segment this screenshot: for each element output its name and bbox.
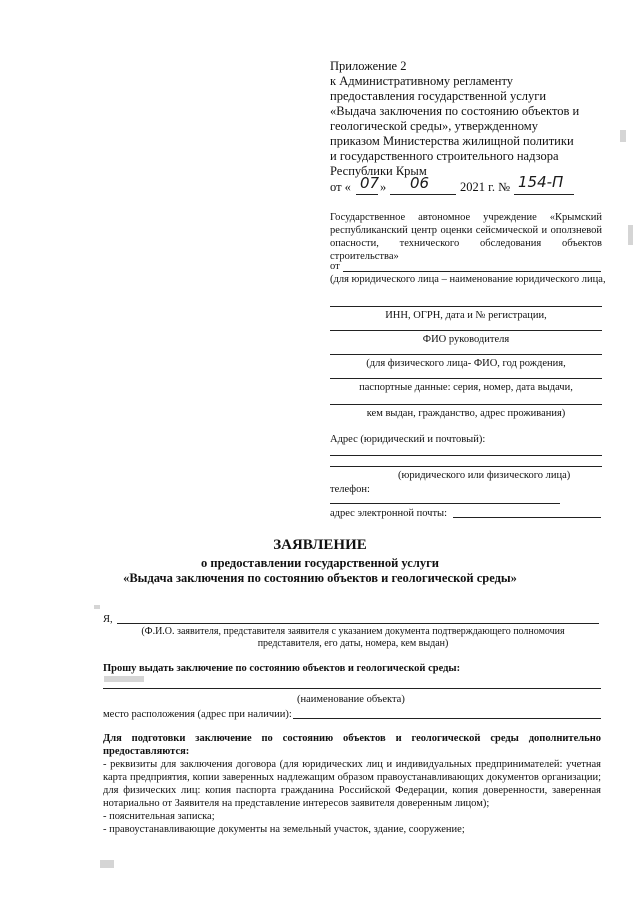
ya-label: Я, <box>103 614 113 625</box>
scan-artifact <box>100 860 114 868</box>
date-mid: » <box>380 180 387 194</box>
legal-hint: (для юридического лица – наименование юридического лица, <box>330 274 606 285</box>
statement-subtitle-service: «Выдача заключения по состоянию объектов и геологической среды» <box>123 571 517 585</box>
scan-artifact <box>620 130 626 142</box>
applicant-hint: (Ф.И.О. заявителя, представителя заявителя с указанием документа подтверждающего полномочия <box>141 626 565 637</box>
request-text: Прошу выдать заключение по состоянию объектов и геологической среды: <box>103 663 461 674</box>
appendix-line: «Выдача заключения по состоянию объектов и <box>330 104 580 118</box>
date-year: 2021 г. № <box>460 180 511 194</box>
scan-artifact <box>628 225 633 245</box>
order-number: 154-П <box>518 173 564 191</box>
from-label: от <box>330 261 340 272</box>
head-hint: ФИО руководителя <box>422 334 510 345</box>
object-hint: (наименование объекта) <box>297 694 405 705</box>
address-hint: (юридического или физического лица) <box>398 470 571 481</box>
appendix-block <box>330 59 610 179</box>
date-prefix: от « <box>330 180 351 194</box>
appendix-line: геологической среды», утвержденному <box>330 119 538 133</box>
appendix-line: к Административному регламенту <box>330 74 514 88</box>
applicant-hint-2: представителя, его даты, номера, кем выдан) <box>257 638 449 649</box>
appendix-line: и государственного строительного надзора <box>330 149 559 163</box>
doc-item: - пояснительная записка; <box>103 811 215 822</box>
statement-subtitle: о предоставлении государственной услуги <box>201 556 439 570</box>
appendix-line: приказом Министерства жилищной политики <box>330 134 574 148</box>
addressee-org: Государственное автономное учреждение «Крымский республиканский центр оценки сейсмической и оползневой опасности, технического обследования объектов строительства» <box>330 212 602 262</box>
order-date-line <box>330 173 620 196</box>
doc-item: - реквизиты для заключения договора (для юридических лиц и индивидуальных предпринимателей: учетная карта предприятия, копии заверенных надлежащим образом правоустанавливающих документов организации; для физических лиц: копия паспорта гражданина Российской Федерации, копия доверенности, заверенная нотариально от Заявителя на представление интересов заявителя доверенным лицом); <box>103 759 601 809</box>
email-label: адрес электронной почты: <box>330 508 448 519</box>
docs-intro: Для подготовки заключение по состоянию объектов и геологической среды дополнительно предоставляются: <box>103 733 601 757</box>
inn-hint: ИНН, ОГРН, дата и № регистрации, <box>385 310 547 321</box>
address-label: Адрес (юридический и почтовый): <box>330 434 486 445</box>
scan-artifact <box>94 605 100 609</box>
appendix-line: Приложение 2 <box>330 59 407 73</box>
date-day: 07 <box>360 174 380 192</box>
date-month: 06 <box>410 174 430 192</box>
statement-title: ЗАЯВЛЕНИЕ <box>273 537 367 553</box>
appendix-line: предоставления государственной услуги <box>330 89 547 103</box>
appendix-line: Республики Крым <box>330 164 427 178</box>
location-label: место расположения (адрес при наличии): <box>103 709 292 720</box>
issued-hint: кем выдан, гражданство, адрес проживания) <box>366 408 566 419</box>
passport-hint: паспортные данные: серия, номер, дата выдачи, <box>359 382 573 393</box>
doc-item: - правоустанавливающие документы на земельный участок, здание, сооружение; <box>103 824 465 835</box>
scan-artifact <box>104 676 144 682</box>
phone-label: телефон: <box>330 484 370 495</box>
phys-hint: (для физического лица- ФИО, год рождения, <box>366 358 566 369</box>
